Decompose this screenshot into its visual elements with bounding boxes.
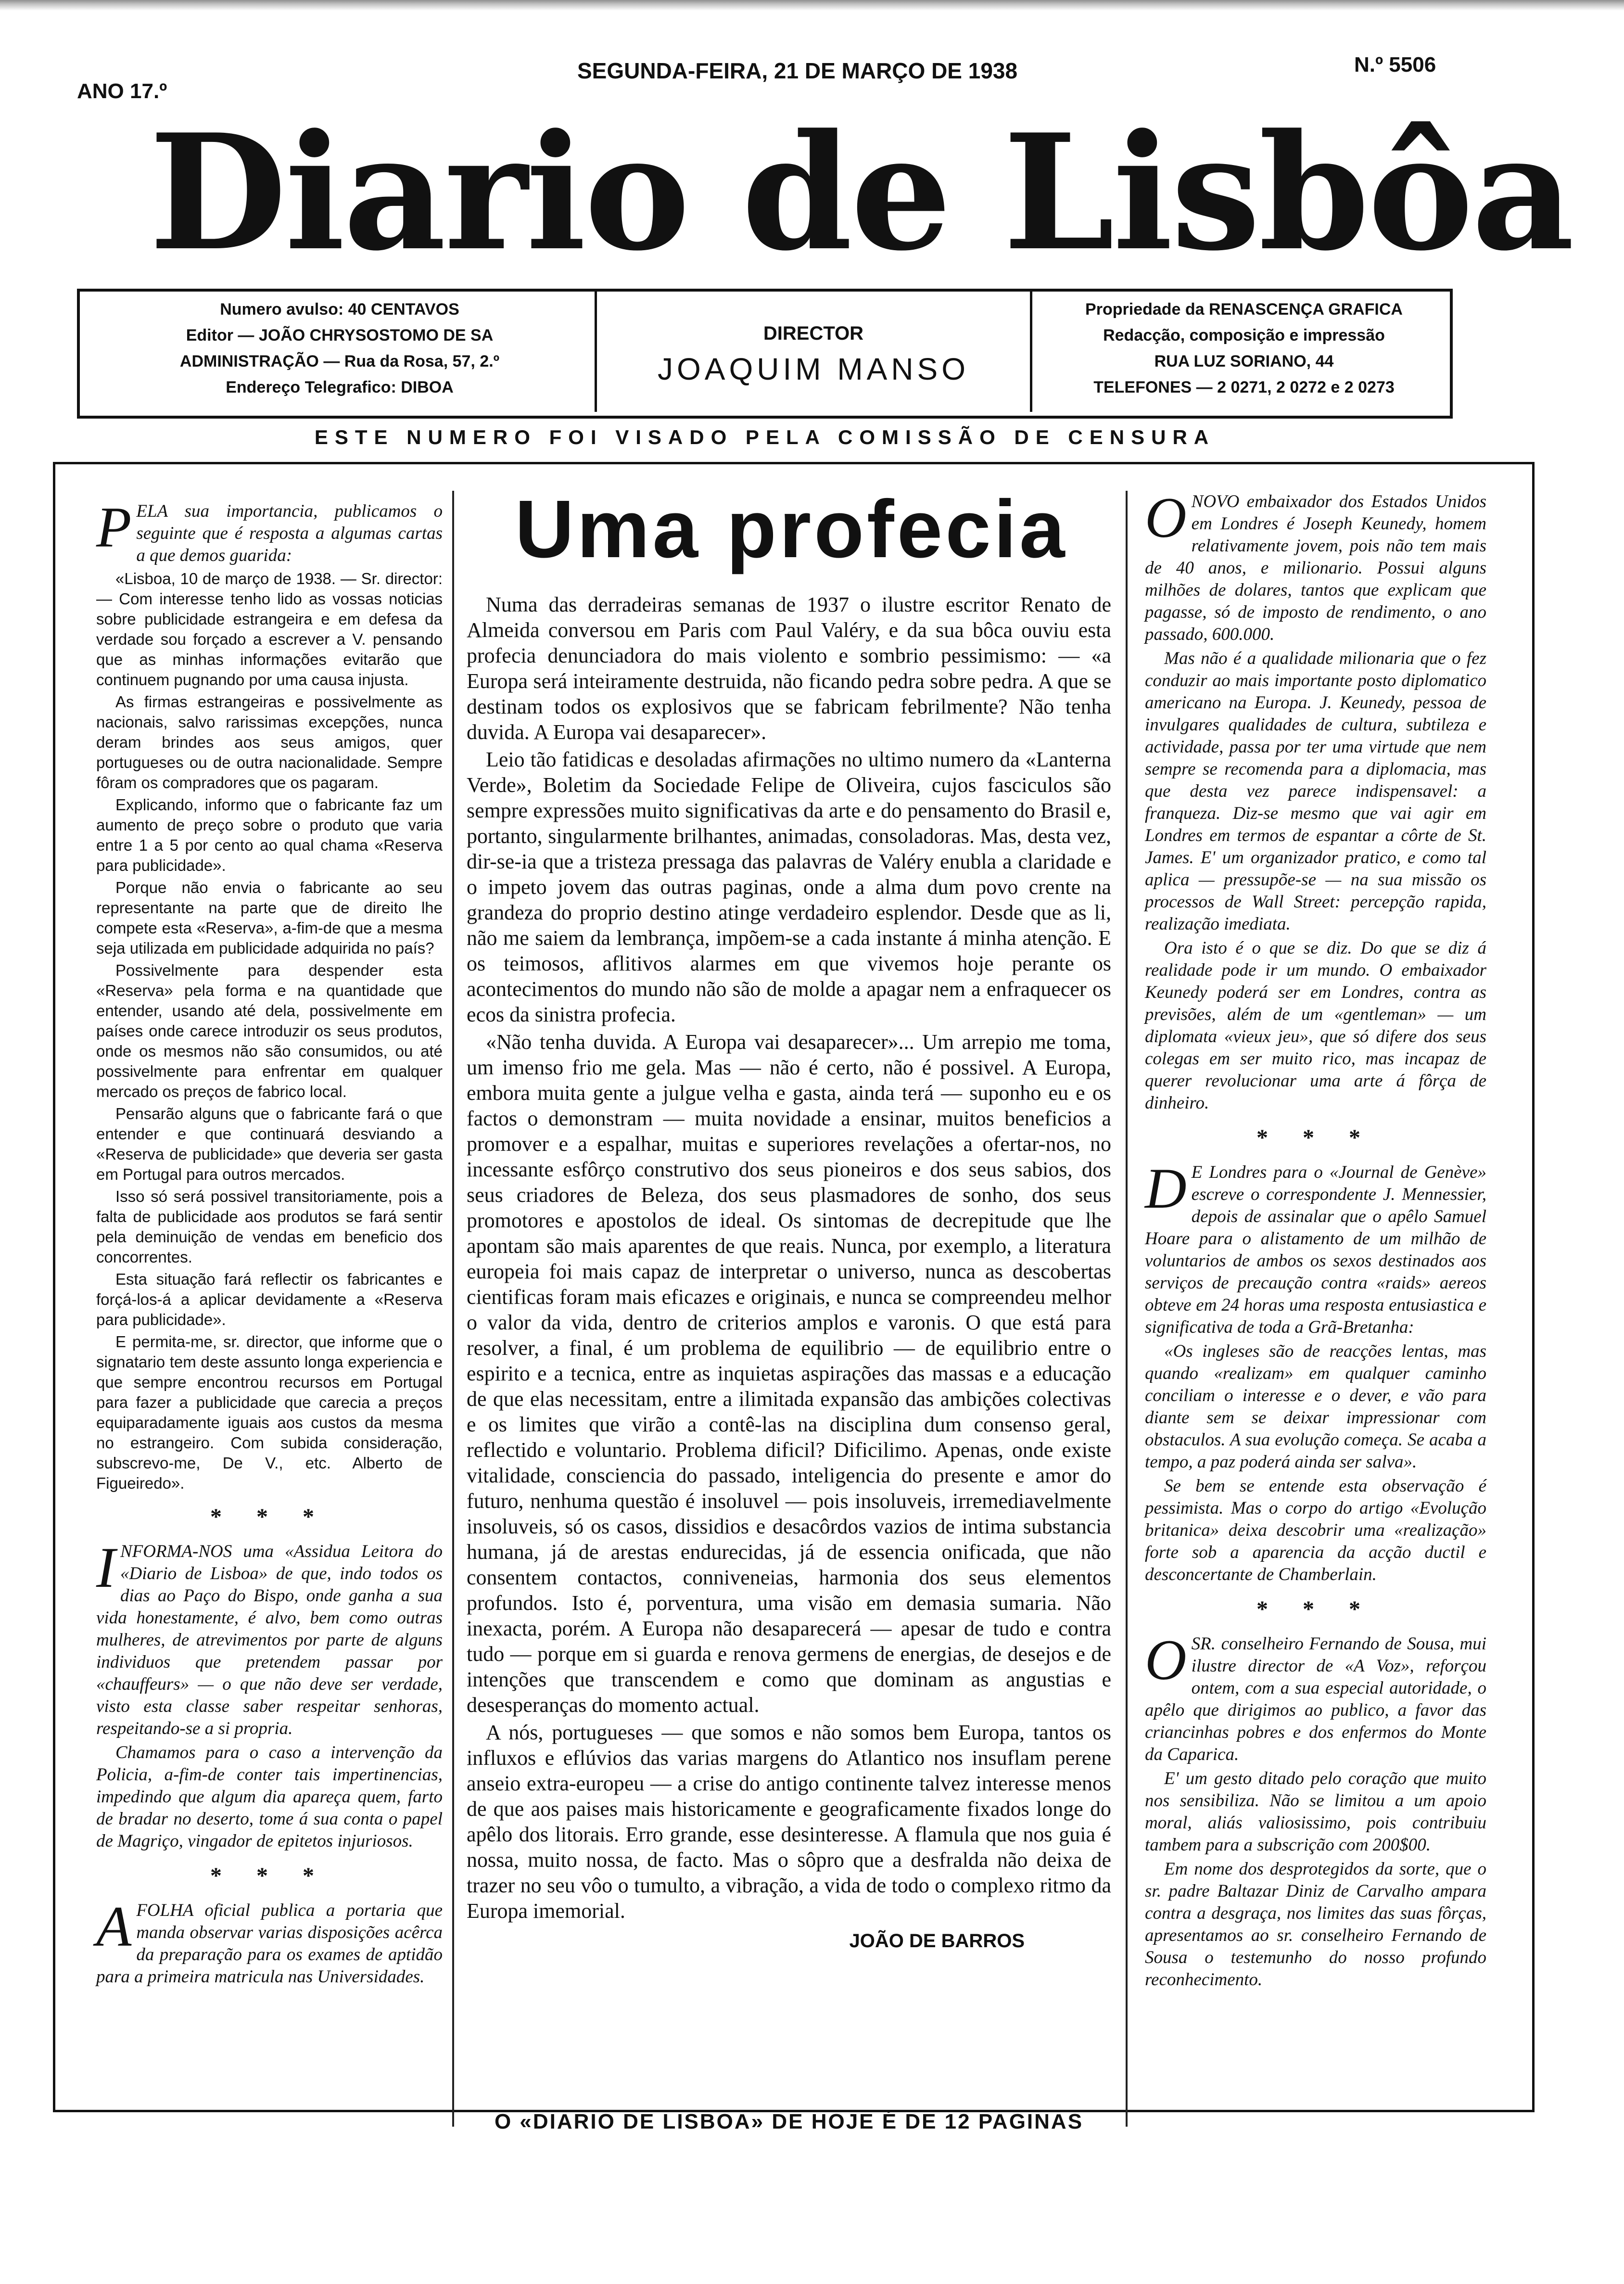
info-line: Propriedade da RENASCENÇA GRAFICA — [1085, 300, 1403, 319]
drop-cap: O — [1145, 1628, 1187, 1692]
director-name: JOAQUIM MANSO — [657, 352, 970, 386]
issue-year: ANO 17.º — [77, 79, 167, 103]
info-box — [77, 289, 1453, 419]
column-rule-right — [1126, 491, 1128, 2127]
info-line: Redacção, composição e impressão — [1103, 326, 1385, 345]
item-text: E Londres para o «Journal de Genève» escreve o correspondente J. Mennessier, depois de assinalar que o apêlo Samuel Hoare para o alistamento de um milhão de voluntarios de ambos os sexos destinados aos serviços de precaução contra «raids» aereos obteve em 24 horas uma resposta entusiastica e significativa de toda a Grã-Bretanha: — [1145, 1162, 1486, 1337]
issue-date: SEGUNDA-FEIRA, 21 DE MARÇO DE 1938 — [577, 58, 1018, 83]
reader-letter — [96, 569, 443, 1493]
column-rule-left — [452, 491, 454, 2127]
item-paragraph — [1145, 485, 1486, 646]
letter-paragraph: Possivelmente para despender esta «Reserva» pela forma e na quantidade que entender, usando até dela, possivelmente em países onde carece introduzir os seus produtos, onde os mesmos não são consumidos, ou até possivelmente para enfrentar em qualquer mercado os preços de fabrico local. — [96, 961, 443, 1100]
censorship-notice: ESTE NUMERO FOI VISADO PELA COMISSÃO DE CENSURA — [314, 426, 1216, 448]
masthead-title: Diario de Lisbôa — [149, 99, 1573, 286]
intro-paragraph — [96, 495, 443, 567]
item-paragraph — [1145, 1156, 1486, 1339]
info-right — [1042, 296, 1446, 400]
drop-cap: O — [1145, 485, 1187, 549]
section-separator: * * * — [210, 1863, 329, 1888]
section-separator: * * * — [1256, 1596, 1375, 1622]
item-paragraph — [96, 1535, 443, 1740]
article-paragraph: A nós, portugueses — que somos e não somos bem Europa, tantos os influxos e eflúvios das varias margens do Atlantico nos insuflam perene anseio extra-europeu — a crise do antigo continente talvez interesse menos de que aos paises mais historicamente e geograficamente fixados longe do apêlo dos litorais. Erro grande, esse desinteresse. A flamula que nos guia é nossa, muito nossa, de facto. Mas o sôpro que a desfralda não deixa de trazer no seu vôo o tumulto, a vibração, a vida de todo o complexo ritmo da Europa imemorial. — [467, 1721, 1111, 1923]
info-line: RUA LUZ SORIANO, 44 — [1154, 352, 1334, 370]
section-separator: * * * — [210, 1504, 329, 1530]
item-paragraph: E' um gesto ditado pelo coração que muito nos sensibiliza. Não se limitou a um apoio moral, aliás valiosissimo, pois contribuiu tambem para a subscrição com 200$00. — [1145, 1769, 1486, 1855]
item-text: NOVO embaixador dos Estados Unidos em Londres é Joseph Keunedy, homem relativamente jovem, pois não tem mais de 40 anos, e milionario. Possui alguns milhões de dolares, tantos que explicam que pagasse, só de imposto de rendimento, o ano passado, 600.000. — [1145, 492, 1486, 644]
info-line: Endereço Telegrafico: DIBOA — [226, 378, 454, 396]
letter-paragraph: E permita-me, sr. director, que informe que o signatario tem deste assunto longa experiencia e que sempre encontrou recursos em Portugal para fazer a publicidade que carecia a preços equiparadamente iguais aos custos da mesma no estrangeiro. Com subida consideração, subscrevo-me, De V., etc. Alberto de Figueiredo». — [96, 1333, 443, 1492]
letter-paragraph: «Lisboa, 10 de março de 1938. — Sr. director: — Com interesse tenho lido as vossas noticias sobre publicidade estrangeira e em defesa da verdade sou forçado a escrever a V. pensando que as minhas informações evitarão que continuem pugnando por uma causa injusta. — [96, 570, 443, 689]
info-left — [99, 296, 580, 400]
issue-number: N.º 5506 — [1354, 53, 1436, 77]
item-paragraph: Chamamos para o caso a intervenção da Policia, a-fim-de conter tais impertinencias, impedindo que algum dia apareça quem, farto de bradar no deserto, tome á sua conta o papel de Magriço, vingador de epitetos injuriosos. — [96, 1743, 443, 1851]
item-paragraph: Em nome dos desprotegidos da sorte, que o sr. padre Baltazar Diniz de Carvalho ampara contra a desgraça, nos limites das suas fôrças, apresentamos ao sr. conselheiro Fernando de Sousa o testemunho do nosso profundo reconhecimento. — [1145, 1859, 1486, 1990]
drop-cap: A — [96, 1894, 132, 1958]
drop-cap: I — [96, 1535, 115, 1599]
article-headline: Uma profecia — [515, 484, 1068, 575]
letter-paragraph: Explicando, informo que o fabricante faz um aumento de preço sobre o produto que varia entre 1 a 5 por cento ao qual chama «Reserva para publicidade». — [96, 796, 443, 874]
director-label: DIRECTOR — [763, 323, 864, 344]
item-paragraph: Se bem se entende esta observação é pessimista. Mas o corpo do artigo «Evolução britanica» deixa descobrir uma «realização» forte sob a aparencia da acção ductil e desconcertante de Chamberlain. — [1145, 1476, 1486, 1584]
info-line: Editor — JOÃO CHRYSOSTOMO DE SA — [186, 326, 494, 345]
item-text: FOLHA oficial publica a portaria que manda observar varias disposições acêrca da preparação para os exames de aptidão para a primeira matricula nas Universidades. — [96, 1901, 443, 1987]
intro-text: ELA sua importancia, publicamos o seguinte que é resposta a algumas cartas a que demos guarida: — [136, 501, 443, 565]
letter-paragraph: Pensarão alguns que o fabricante fará o que entender e que continuará desviando a «Reserva de publicidade» que deveria ser gasta em Portugal para outros mercados. — [96, 1105, 443, 1183]
left-column — [96, 495, 443, 1990]
info-line: ADMINISTRAÇÃO — Rua da Rosa, 57, 2.º — [179, 352, 500, 370]
page-count-notice: O «DIARIO DE LISBOA» DE HOJE É DE 12 PAGINAS — [494, 2110, 1084, 2133]
item-paragraph — [1145, 1628, 1486, 1766]
item-paragraph: Mas não é a qualidade milionaria que o fez conduzir ao mais importante posto diplomatico americano na Europa. J. Keunedy, pessoa de invulgares qualidades de cultura, subtileza e actividade, passa por ter uma virtude que nem sempre se recomenda para a diplomacia, mas que desta vez parece indispensavel: a franqueza. Diz-se mesmo que vai agir em Londres em termos de espantar a côrte de St. James. E' um organizador pratico, e como tal aplica — pressupõe-se — na sua missão os processos de Wall Street: percepção rapida, realização imediata. — [1145, 649, 1486, 934]
item-text: SR. conselheiro Fernando de Sousa, mui ilustre director de «A Voz», reforçou ontem, com a sua especial autoridade, o apêlo que dirigimos ao publico, a favor das criancinhas pobres e dos enfermos do Monte da Caparica. — [1145, 1634, 1486, 1764]
item-paragraph: Ora isto é o que se diz. Do que se diz á realidade pode ir um mundo. O embaixador Keunedy poderá ser em Londres, contra as previsões, além de um «gentleman» — um diplomata «vieux jeu», que só difere dos seus colegas em ser muito rico, mas incapaz de querer revolucionar uma arte á fôrça de dinheiro. — [1145, 938, 1486, 1113]
item-paragraph: «Os ingleses são de reacções lentas, mas quando «realizam» em qualquer caminho conciliam o interesse e o dever, e vão para diante sem se deixar impressionar com obstaculos. A sua evolução começa. Se acaba a tempo, a paz poderá ainda ser salva». — [1145, 1341, 1486, 1472]
drop-cap: P — [96, 495, 132, 559]
info-line: Numero avulso: 40 CENTAVOS — [220, 300, 459, 319]
info-director — [595, 292, 1032, 412]
article-paragraph: Numa das derradeiras semanas de 1937 o ilustre escritor Renato de Almeida conversou em Paris com Paul Valéry, e da sua bôca ouviu esta profecia denunciadora do mais violento e sombrio pessimismo: — «a Europa será inteiramente destruida, não ficando pedra sobre pedra. A que se destinam todos os explosivos que se fabricam febrilmente? Não tenha duvida. A Europa vai desaparecer». — [467, 593, 1111, 744]
article-paragraph: Leio tão fatidicas e desoladas afirmações no ultimo numero da «Lanterna Verde», Boletim da Sociedade Felipe de Oliveira, cujos fasciculos são sempre expressões muito significativas da arte e do pensamento do Brasil e, portanto, singularmente brilhantes, animadas, consoladoras. Mas, desta vez, dir-se-ia que a tristeza pressaga das palavras de Valéry enubla a claridade e o impeto jovem das outras paginas, onde a alma dum povo crente na grandeza do proprio destino atinge verdadeiro esplendor. Desde que as li, não me saiem da lembrança, impõem-se a cada instante á minha atenção. E os teimosos, aflitivos alarmes em que vivemos hoje perante os acontecimentos do mundo não são de molde a apagar nem a enfraquecer os ecos da sinistra profecia. — [467, 748, 1111, 1026]
item-paragraph — [96, 1894, 443, 1988]
scan-top-edge — [0, 0, 1624, 11]
article-paragraph: «Não tenha duvida. A Europa vai desaparecer»... Um arrepio me toma, um imenso frio me gela. Mas — não é certo, não é possivel. A Europa, embora muita gente a julgue velha e gasta, ainda terá — suponho eu e os factos o demonstram — muita novidade a ensinar, muitos beneficios a promover e a espalhar, muitas e superiores revelações a ofertar-nos, no incessante esfôrço construtivo dos seus pioneiros e dos seus sabios, dos seus criadores de Beleza, dos seus plasmadores de sonho, dos seus promotores e apostolos de ideal. Os sintomas de decrepitude que lhe apontam são mais aparentes de que reais. Nunca, por exemplo, a literatura europeia foi mais capaz de interpretar o universo, nunca as descobertas cientificas foram mais eficazes e originais, e nunca se compreendeu melhor o valor da vida, dentro de criterios amplos e varonis. O que está para resolver, a final, é um problema de equilibrio — de equilibrio entre o espirito e a tecnica, entre as inquietas aspirações das massas e a educação de que elas necessitam, entre a ilimitada expansão das ambições colectivas e os limites que virão a contê-las na disciplina dum consenso geral, reflectido e voluntario. Problema dificil? Dificilimo. Apenas, onde existe vitalidade, consciencia do passado, inteligencia do presente e amor do futuro, nenhuma questão é insoluvel — pois insoluveis, irremediavelmente insoluveis, só os casos, dissidios e desacôrdos vazios de intima substancia humana, já de arestas endurecidas, já de essencia onificada, que não consentem contactos, conniveneias, harmonia dos seus elementos profundos. Isto é, porventura, uma visão em demasia sumaria. Não inexacta, porém. A Europa não desaparecerá — apesar de tudo e contra tudo — porque em si guarda e renova germens de energias, de desejos e de intenções que transcendem e como que dominam as angustias e desesperanças do momento actual. — [467, 1030, 1111, 1717]
section-separator: * * * — [1256, 1125, 1375, 1150]
letter-paragraph: Isso só será possivel transitoriamente, pois a falta de publicidade aos produtos se fará sentir pela deminuição de vendas em beneficio dos concorrentes. — [96, 1187, 443, 1266]
right-column — [1145, 485, 1486, 1993]
article-signature: JOÃO DE BARROS — [849, 1930, 1025, 1952]
item-text: NFORMA-NOS uma «Assidua Leitora do «Diario de Lisboa» de que, indo todos os dias ao Paço do Bispo, onde ganha a sua vida honestamente, é alvo, bem como outras mulheres, de atrevimentos por parte de alguns individuos que pretendem passar por «chauffeurs» — o que não deve ser verdade, visto esta classe saber respeitar senhoras, respeitando-se a si propria. — [96, 1542, 443, 1738]
center-article — [467, 592, 1111, 1954]
letter-paragraph: As firmas estrangeiras e possivelmente as nacionais, salvo rarissimas excepções, nunca deram brindes aos seus amigos, quer portugueses ou de outra nacionalidade. Sempre fôram os compradores que os pagaram. — [96, 693, 443, 791]
letter-paragraph: Porque não envia o fabricante ao seu representante na parte que de direito lhe compete esta «Reserva», a-fim-de que a mesma seja utilizada em publicidade adquirida no país? — [96, 879, 443, 957]
drop-cap: D — [1145, 1156, 1187, 1220]
letter-paragraph: Esta situação fará reflectir os fabricantes e forçá-los-á a aplicar devidamente a «Reserva para publicidade». — [96, 1270, 443, 1328]
info-line: TELEFONES — 2 0271, 2 0272 e 2 0273 — [1093, 378, 1395, 396]
